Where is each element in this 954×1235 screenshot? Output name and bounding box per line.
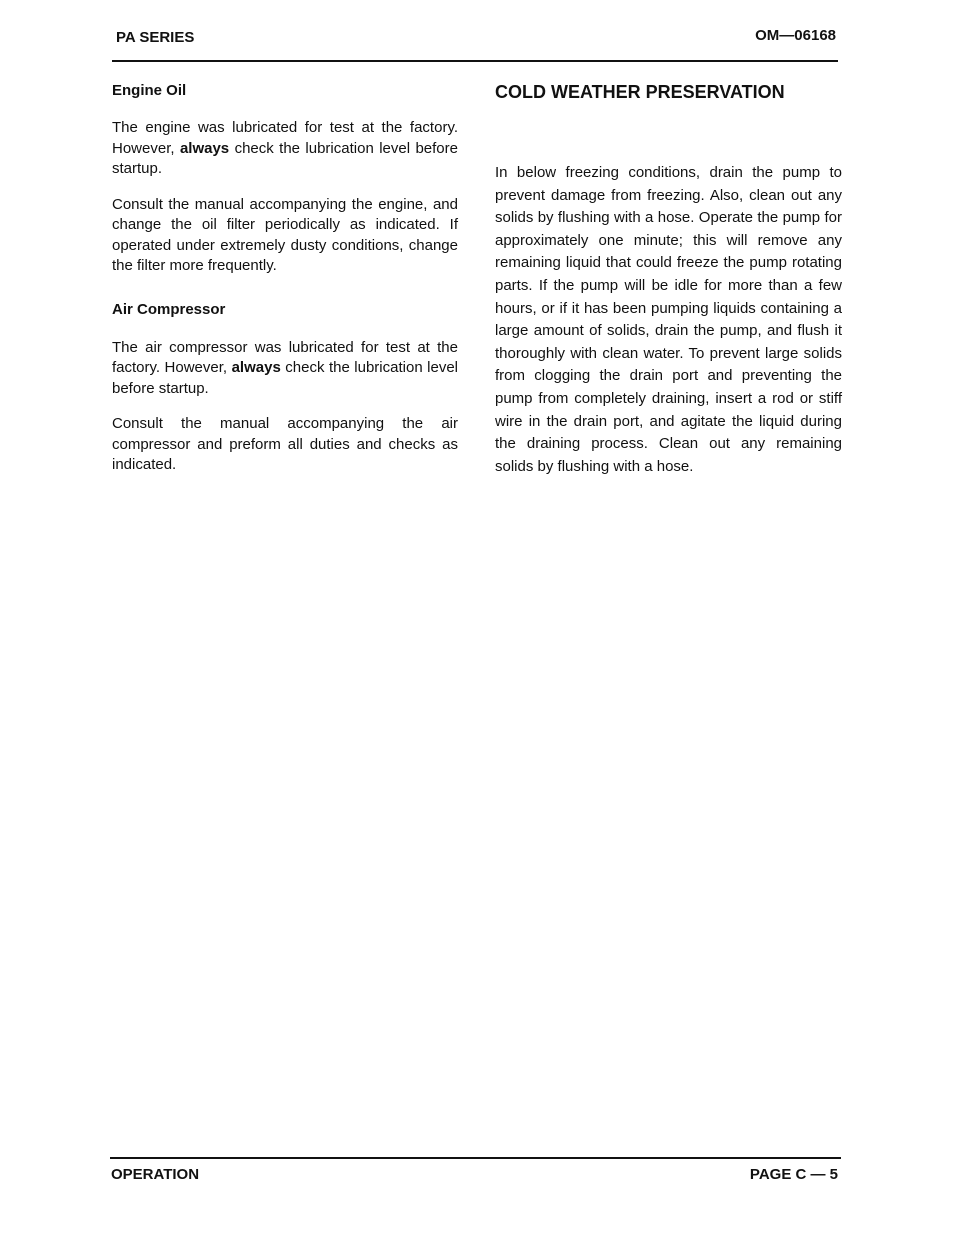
engine-oil-heading: Engine Oil — [112, 82, 187, 99]
air-compressor-paragraph-1: The air compressor was lubricated for test at the factory. However, always check the lubrication level before startup. — [112, 338, 458, 397]
page-number: PAGE C — 5 — [749, 1166, 838, 1183]
document-number: OM—06168 — [755, 27, 836, 44]
page-header — [112, 24, 838, 62]
engine-oil-paragraph-1: The engine was lubricated for test at the factory. However, always check the lubrication level before startup. — [112, 119, 458, 177]
series-label: PA SERIES — [116, 29, 195, 46]
right-column — [495, 80, 842, 478]
page-footer — [110, 1157, 841, 1193]
emphasis-always: always — [231, 359, 281, 376]
engine-oil-paragraph-2: Consult the manual accompanying the engine, and change the oil filter periodically as indicated. If operated under extremely dusty conditions, change the filter more frequently. — [112, 195, 458, 274]
cold-weather-heading: COLD WEATHER PRESERVATION — [495, 82, 785, 102]
left-column — [112, 81, 458, 476]
cold-weather-paragraph: In below freezing conditions, drain the pump to prevent damage from freezing. Also, clean out any solids by flushing with a hose. Operate the pump for approximately one minute; this will remove any remaining liquid that could freeze the pump rotating parts. If the pump will be idle for more than a few hours, or if it has been pumping liquids containing a large amount of solids, drain the pump, and flush it thoroughly with clean water. To prevent large solids from clogging the drain port and preventing the pump from completely draining, insert a rod or stiff wire in the drain port, and agitate the liquid during the draining process. Clean out any remaining solids by flushing with a hose. — [495, 164, 842, 475]
air-compressor-heading: Air Compressor — [112, 300, 226, 318]
section-label: OPERATION — [111, 1166, 200, 1183]
emphasis-always: always — [179, 139, 230, 157]
air-compressor-paragraph-2: Consult the manual accompanying the air compressor and preform all duties and checks as indicated. — [112, 415, 458, 473]
